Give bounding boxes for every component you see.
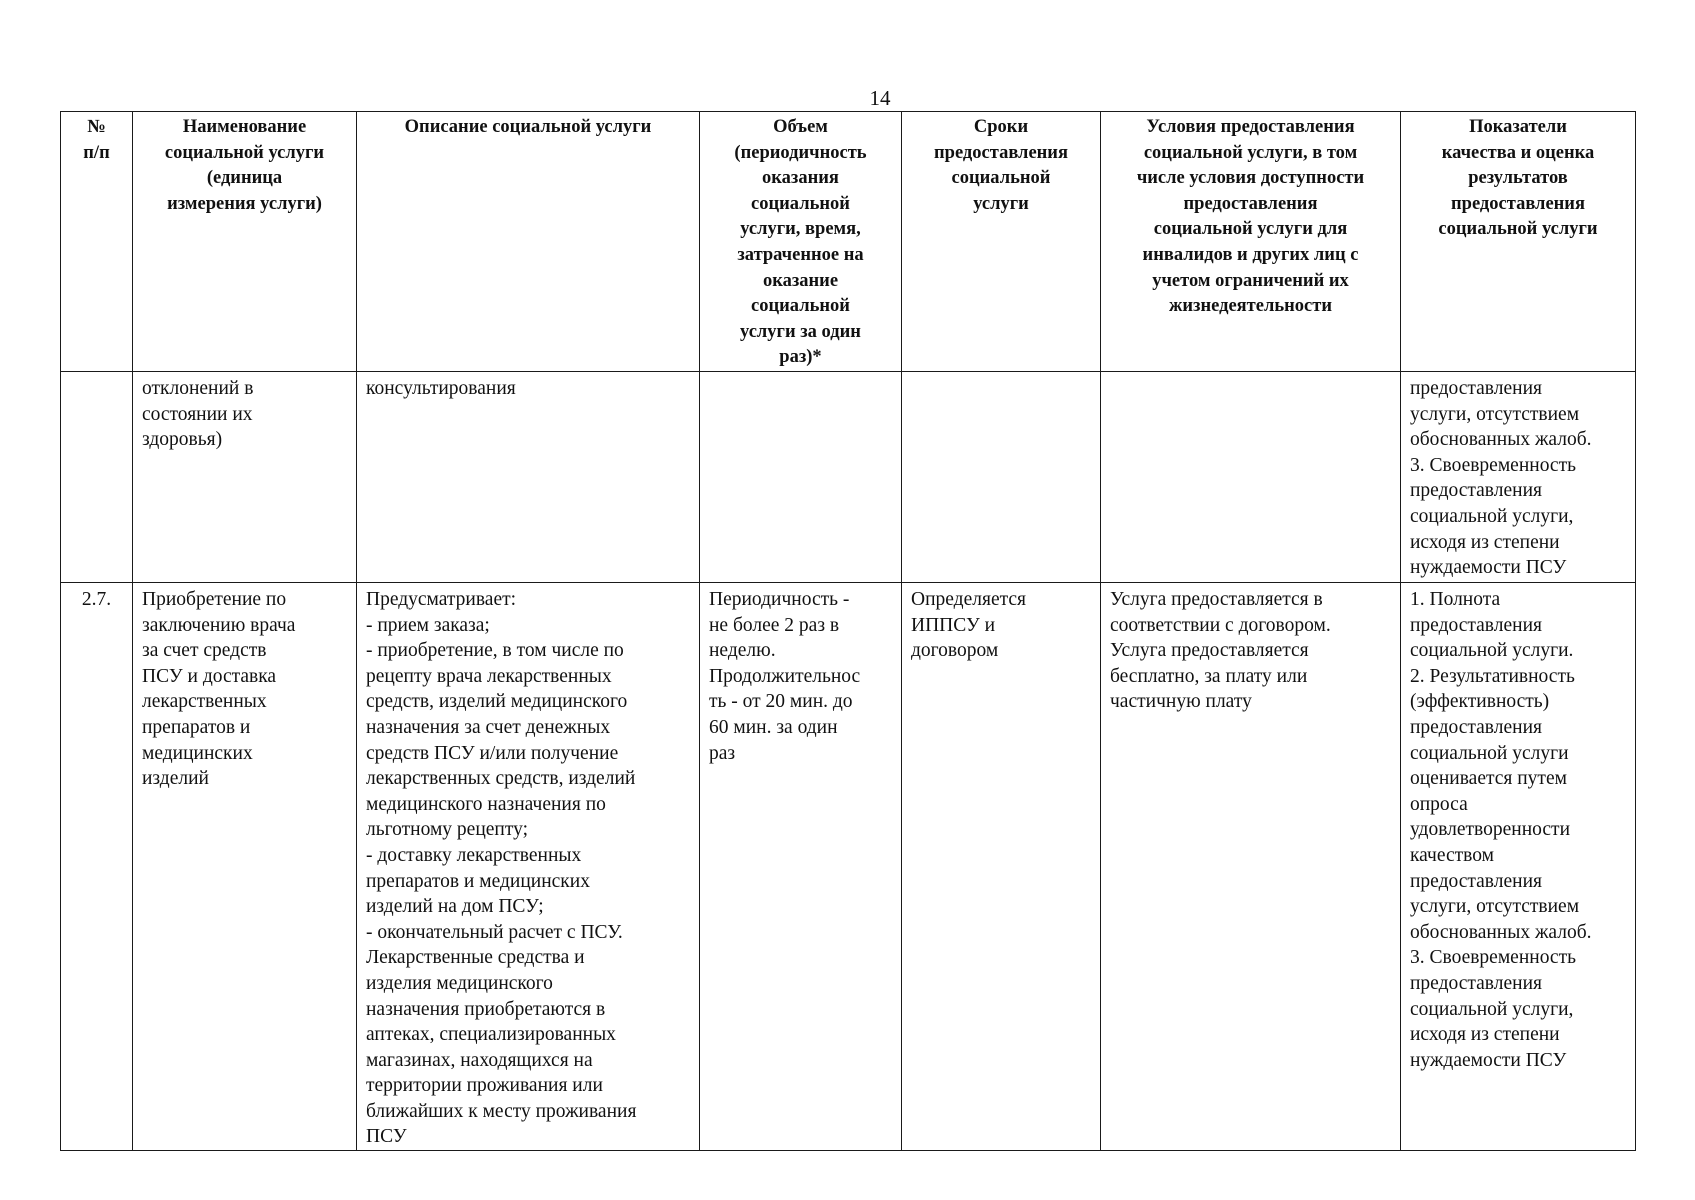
- text-line: 60 мин. за один: [709, 716, 838, 738]
- cell-volume: [700, 583, 902, 1151]
- text-line: услуги, отсутствием: [1410, 403, 1580, 425]
- text-line: Услуга предоставляется в: [1110, 589, 1323, 610]
- text-line: числе условия доступности: [1136, 168, 1365, 189]
- text-line: услуги за один: [740, 321, 861, 342]
- text-line: инвалидов и других лиц с: [1142, 244, 1359, 265]
- text-line: назначения приобретаются в: [366, 998, 606, 1020]
- text-line: услуги: [973, 193, 1029, 214]
- text-line: социальной услуги: [1438, 219, 1598, 240]
- text-line: ближайших к месту проживания: [366, 1100, 637, 1122]
- text-line: (эффективность): [1410, 691, 1550, 713]
- text-line: (единица: [206, 168, 283, 189]
- text-line: ПСУ: [366, 1126, 407, 1148]
- text-line: раз: [709, 742, 736, 764]
- text-line: договором: [911, 640, 999, 662]
- text-line: Приобретение по: [142, 589, 287, 610]
- text-line: ПСУ и доставка: [142, 665, 277, 687]
- table-header-row: [61, 112, 1636, 372]
- text-line: препаратов и медицинских: [366, 870, 590, 892]
- text-line: заключению врача: [142, 614, 296, 636]
- cell-terms: [902, 583, 1101, 1151]
- text-line: нуждаемости ПСУ: [1410, 1049, 1567, 1071]
- text-line: - окончательный расчет с ПСУ.: [366, 921, 623, 943]
- text-line: предоставления: [1410, 972, 1542, 994]
- text-line: медицинского назначения по: [366, 793, 606, 815]
- text-line: отклонений в: [142, 378, 254, 399]
- text-line: консультирования: [366, 378, 516, 399]
- text-line: учетом ограничений их: [1152, 270, 1349, 291]
- text-line: Сроки: [973, 117, 1029, 137]
- header-terms: [902, 112, 1101, 372]
- text-line: 2. Результативность: [1410, 665, 1575, 687]
- text-line: здоровья): [142, 429, 223, 451]
- text-line: социальной услуги: [1410, 742, 1569, 764]
- text-line: рецепту врача лекарственных: [366, 665, 612, 687]
- text-line: оказание: [762, 270, 839, 291]
- text-line: соответствии с договором.: [1110, 614, 1331, 636]
- text-line: услуги, отсутствием: [1410, 896, 1580, 918]
- text-line: предоставления: [1183, 193, 1318, 214]
- text-line: 3. Своевременность: [1410, 947, 1577, 969]
- text-line: состоянии их: [142, 403, 253, 425]
- text-line: - доставку лекарственных: [366, 844, 582, 866]
- text-line: затраченное на: [737, 244, 864, 265]
- text-line: магазинах, находящихся на: [366, 1049, 593, 1071]
- text-line: обоснованных жалоб.: [1410, 429, 1592, 451]
- cell-name: [133, 372, 357, 583]
- text-line: предоставления: [1410, 614, 1542, 636]
- text-line: ИППСУ и: [911, 614, 996, 636]
- page-number: 14: [869, 86, 891, 110]
- cell-terms: [902, 372, 1101, 583]
- text-line: измерения услуги): [167, 193, 322, 214]
- text-line: Предусматривает:: [366, 589, 517, 610]
- text-line: п/п: [83, 142, 110, 163]
- text-line: лекарственных средств, изделий: [366, 768, 636, 790]
- text-line: лекарственных: [142, 691, 267, 713]
- cell-conditions: [1101, 372, 1401, 583]
- header-description: [357, 112, 700, 372]
- text-line: социальной услуги,: [1410, 998, 1574, 1020]
- services-table: [60, 111, 1636, 1151]
- text-line: - прием заказа;: [366, 614, 490, 636]
- cell-quality: [1401, 372, 1636, 583]
- text-line: нуждаемости ПСУ: [1410, 557, 1567, 579]
- cell-description: [357, 583, 700, 1151]
- text-line: Показатели: [1469, 117, 1567, 137]
- text-line: средств, изделий медицинского: [366, 691, 628, 713]
- text-line: удовлетворенности: [1410, 819, 1570, 841]
- text-line: за счет средств: [142, 640, 267, 662]
- text-line: предоставления: [934, 142, 1068, 163]
- text-line: частичную плату: [1110, 691, 1252, 713]
- cell-volume: [700, 372, 902, 583]
- text-line: социальной услуги, в том: [1143, 142, 1358, 163]
- text-line: социальной: [951, 168, 1051, 189]
- text-line: предоставления: [1410, 378, 1542, 399]
- text-line: не более 2 раз в: [709, 614, 840, 636]
- text-line: Условия предоставления: [1146, 117, 1355, 137]
- text-line: Периодичность -: [709, 589, 850, 610]
- text-line: препаратов и: [142, 716, 251, 738]
- text-line: результатов: [1468, 168, 1568, 189]
- text-line: качеством: [1410, 844, 1494, 866]
- text-line: социальной услуги для: [1153, 219, 1348, 240]
- text-line: (периодичность: [734, 142, 867, 163]
- text-line: 3. Своевременность: [1410, 454, 1577, 476]
- text-line: социальной: [751, 296, 850, 317]
- text-line: предоставления: [1410, 870, 1542, 892]
- text-line: изделий на дом ПСУ;: [366, 896, 544, 918]
- text-line: услуги, время,: [740, 219, 861, 240]
- text-line: бесплатно, за плату или: [1110, 665, 1308, 687]
- text-line: исходя из степени: [1410, 531, 1560, 553]
- text-line: раз)*: [779, 347, 822, 368]
- text-line: опроса: [1410, 793, 1468, 815]
- table-row: [61, 583, 1636, 1151]
- text-line: обоснованных жалоб.: [1410, 921, 1592, 943]
- text-line: социальной услуги,: [1410, 505, 1574, 527]
- text-line: оценивается путем: [1410, 768, 1567, 790]
- cell-num: 2.7.: [61, 583, 133, 1151]
- header-volume: [700, 112, 902, 372]
- text-line: предоставления: [1410, 716, 1542, 738]
- text-line: ть - от 20 мин. до: [709, 691, 853, 713]
- text-line: Определяется: [911, 589, 1026, 610]
- text-line: Продолжительнос: [709, 665, 861, 687]
- text-line: льготному рецепту;: [366, 819, 529, 841]
- text-line: Наименование: [182, 117, 307, 137]
- text-line: территории проживания или: [366, 1075, 603, 1097]
- text-line: назначения за счет денежных: [366, 716, 611, 738]
- text-line: изделия медицинского: [366, 972, 553, 994]
- text-line: 1. Полнота: [1410, 589, 1501, 610]
- text-line: Описание социальной услуги: [404, 117, 652, 137]
- text-line: предоставления: [1410, 480, 1542, 502]
- cell-quality: [1401, 583, 1636, 1151]
- header-num: [61, 112, 133, 372]
- cell-num: [61, 372, 133, 583]
- header-quality: [1401, 112, 1636, 372]
- text-line: социальной: [751, 193, 850, 214]
- text-line: аптеках, специализированных: [366, 1024, 616, 1046]
- header-conditions: [1101, 112, 1401, 372]
- text-line: Объем: [773, 117, 828, 137]
- cell-name: [133, 583, 357, 1151]
- text-line: оказания: [762, 168, 839, 189]
- text-line: №: [87, 117, 106, 137]
- cell-description: [357, 372, 700, 583]
- text-line: Услуга предоставляется: [1110, 640, 1309, 662]
- text-line: социальной услуги.: [1410, 640, 1574, 662]
- text-line: изделий: [142, 768, 209, 790]
- text-line: средств ПСУ и/или получение: [366, 742, 619, 764]
- text-line: качества и оценка: [1441, 142, 1595, 163]
- text-line: - приобретение, в том числе по: [366, 640, 624, 662]
- text-line: Лекарственные средства и: [366, 947, 585, 969]
- text-line: предоставления: [1451, 193, 1585, 214]
- text-line: медицинских: [142, 742, 253, 764]
- header-name: [133, 112, 357, 372]
- cell-conditions: [1101, 583, 1401, 1151]
- table-row: [61, 372, 1636, 583]
- text-line: жизнедеятельности: [1168, 296, 1333, 317]
- text-line: неделю.: [709, 640, 776, 662]
- text-line: социальной услуги: [164, 142, 325, 163]
- text-line: исходя из степени: [1410, 1024, 1560, 1046]
